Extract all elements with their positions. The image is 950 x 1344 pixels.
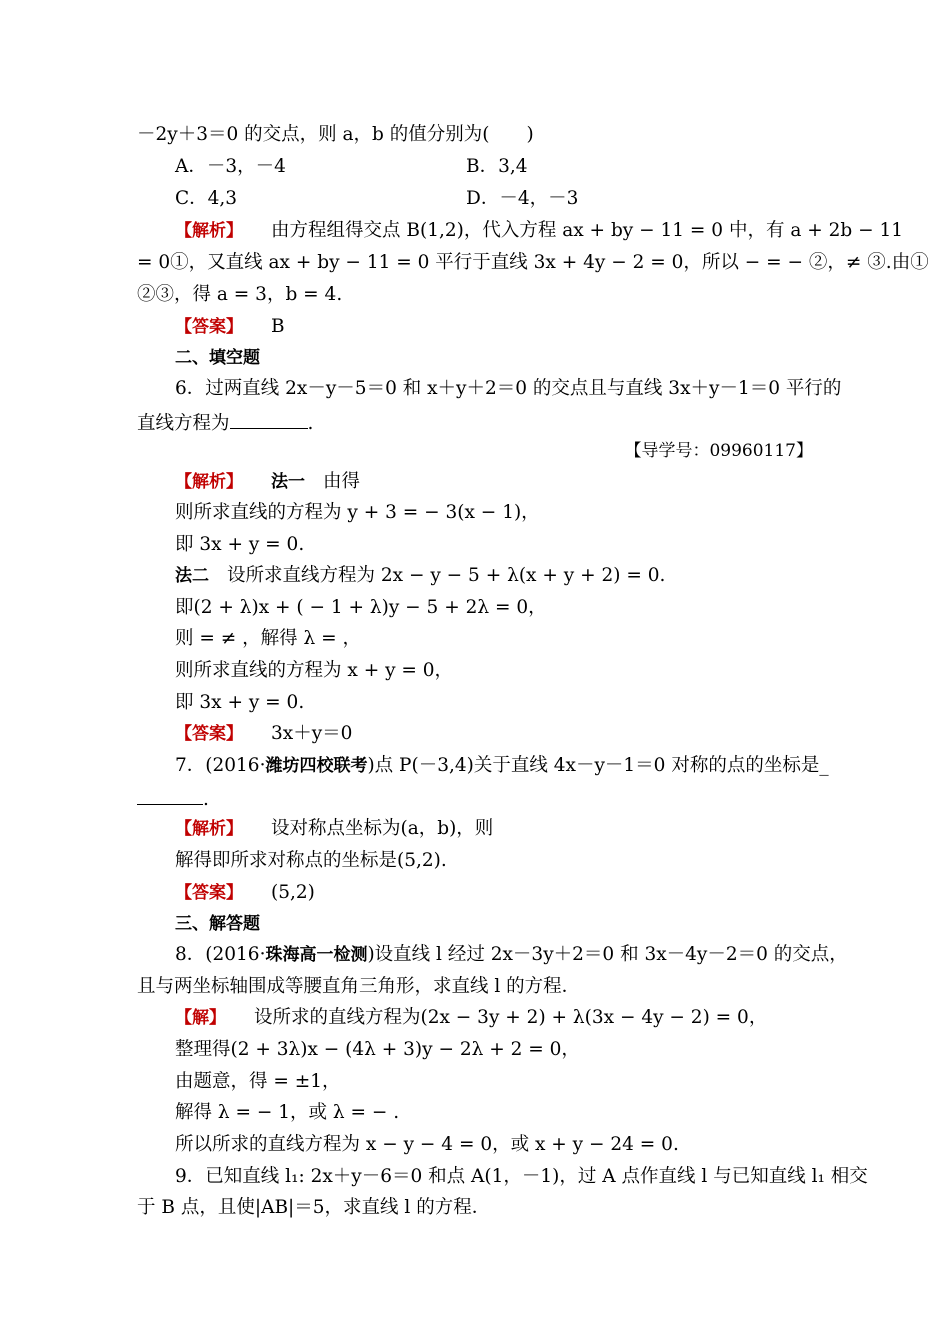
q8-solution-line-3: 由题意，得 = ±1， — [175, 1071, 341, 1092]
answer-tag: 【答案】 — [175, 883, 243, 903]
q5-option-b: B．3,4 — [466, 156, 528, 177]
q8-solution-line-4: 解得 λ = − 1，或 λ = − . — [175, 1102, 400, 1123]
section-heading-fill-in: 二、填空题 — [175, 348, 260, 368]
q5-solution-line-3: ②③，得 a = 3，b = 4. — [137, 284, 343, 305]
solution-tag: 【解析】 — [175, 819, 243, 839]
q6-reference-number: 【导学号：09960117】 — [624, 441, 813, 461]
q7-stem-line-1: 7．(2016·潍坊四校联考)点 P(－3,4)关于直线 4x－y－1＝0 对称的点的坐标是_ — [175, 755, 829, 776]
q6-stem-line-1: 6．过两直线 2x－y－5＝0 和 x＋y＋2＝0 的交点且与直线 3x＋y－1＝0 平行的 — [175, 378, 842, 399]
q5-option-a: A．－3，－4 — [175, 156, 286, 177]
section-heading-solve: 三、解答题 — [175, 914, 260, 934]
answer-tag: 【答案】 — [175, 317, 243, 337]
q6-stem-line-2: 直线方程为 . — [137, 410, 313, 435]
q7-solution-line-2: 解得即所求对称点的坐标是(5,2). — [175, 850, 447, 871]
q6-method2-line-5: 即 3x + y = 0. — [175, 692, 305, 713]
q5-option-c: C．4,3 — [175, 188, 238, 209]
q5-option-d: D．－4，－3 — [466, 188, 579, 209]
q7-stem-line-2: . — [137, 786, 209, 811]
q5-solution-line-1: 【解析】 由方程组得交点 B(1,2)，代入方程 ax + by − 11 = 0 中，有 a + 2b − 11 — [175, 220, 904, 241]
q7-answer: 【答案】 (5,2) — [175, 882, 315, 903]
q6-method1-line-3: 即 3x + y = 0. — [175, 534, 305, 555]
solution-tag: 【解】 — [175, 1008, 226, 1028]
answer-tag: 【答案】 — [175, 724, 243, 744]
q8-solution-line-2: 整理得(2 + 3λ)x − (4λ + 3)y − 2λ + 2 = 0， — [175, 1039, 580, 1060]
q6-method2-line-1: 法二 设所求直线方程为 2x − y − 5 + λ(x + y + 2) = 0. — [175, 565, 666, 586]
q9-stem-line-1: 9．已知直线 l₁: 2x＋y－6＝0 和点 A(1，－1)，过 A 点作直线 l 与已知直线 l₁ 相交 — [175, 1166, 868, 1187]
solution-tag: 【解析】 — [175, 221, 243, 241]
q8-source: 珠海高一检测 — [265, 945, 368, 965]
q8-solution-line-1: 【解】 设所求的直线方程为(2x − 3y + 2) + λ(3x − 4y − 2) = 0， — [175, 1007, 768, 1028]
q5-stem-tail: －2y＋3＝0 的交点，则 a，b 的值分别为( ) — [137, 124, 534, 145]
q8-solution-line-5: 所以所求的直线方程为 x − y − 4 = 0，或 x + y − 24 = 0. — [175, 1134, 679, 1155]
q8-stem-line-1: 8．(2016·珠海高一检测)设直线 l 经过 2x－3y＋2＝0 和 3x－4y－2＝0 的交点， — [175, 944, 848, 965]
q6-method2-line-2: 即(2 + λ)x + ( − 1 + λ)y − 5 + 2λ = 0， — [175, 597, 547, 618]
q5-answer: 【答案】 B — [175, 316, 285, 337]
q8-stem-line-2: 且与两坐标轴围成等腰直角三角形，求直线 l 的方程． — [137, 976, 581, 997]
q7-source: 潍坊四校联考 — [265, 756, 368, 776]
q6-method1-line-2: 则所求直线的方程为 y + 3 = − 3(x − 1)， — [175, 502, 540, 523]
solution-tag: 【解析】 — [175, 472, 243, 492]
q5-solution-line-2: = 0①，又直线 ax + by − 11 = 0 平行于直线 3x + 4y − 2 = 0，所以 − = − ②，≠ ③.由① — [137, 252, 929, 273]
q9-stem-line-2: 于 B 点，且使|AB|＝5，求直线 l 的方程． — [137, 1197, 491, 1218]
q6-method2-line-3: 则 = ≠ ，解得 λ = ， — [175, 628, 362, 649]
q7-solution-line-1: 【解析】 设对称点坐标为(a，b)，则 — [175, 818, 494, 839]
q6-method2-line-4: 则所求直线的方程为 x + y = 0， — [175, 660, 454, 681]
q6-solution-line-1: 【解析】 法一 由得 — [175, 471, 361, 492]
answer-blank — [137, 786, 203, 805]
q6-answer: 【答案】 3x＋y＝0 — [175, 723, 353, 744]
answer-blank — [230, 410, 308, 429]
